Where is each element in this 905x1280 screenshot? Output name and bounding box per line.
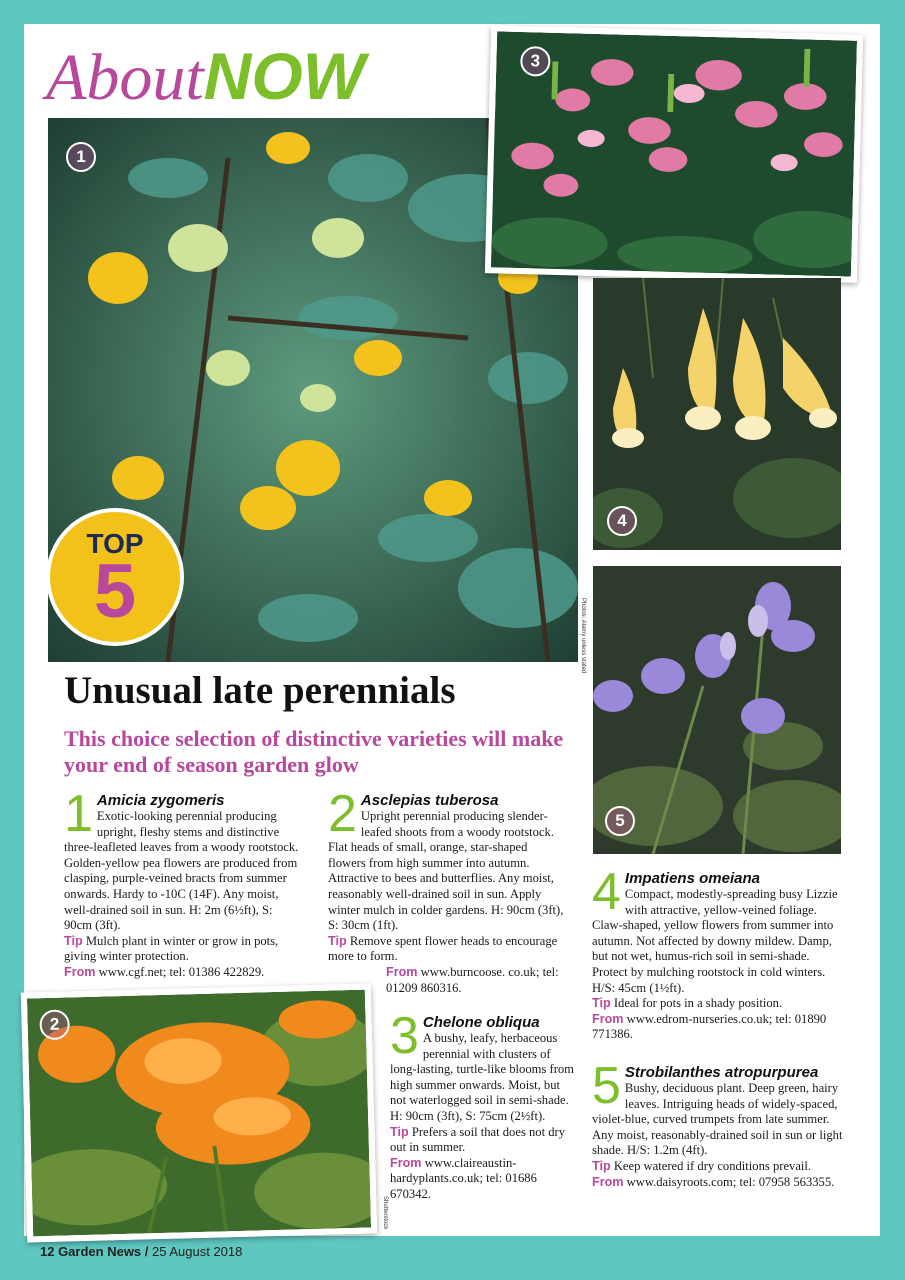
photo-number-3: 3 <box>520 46 551 77</box>
entry-4 <box>592 863 844 1043</box>
masthead <box>46 40 365 114</box>
entry-body: Exotic-looking perennial producing upright, fleshy stems and distinctive three-leafleted leaves from a woody rootstock. Golden-yellow pea flowers are produced from clasping, purple-veined bracts from summer onwards. Hardy to -10C (14F). Any moist, well-drained soil in sun. H: 2m (6½ft), S: 90cm (3ft). <box>64 809 299 933</box>
entry-from: www.edrom-nurseries.co.uk; tel: 01890 771386. <box>592 1011 827 1042</box>
entry-body: Compact, modestly-spreading busy Lizzie with attractive, yellow-veined foliage. Claw-shaped, yellow flowers from summer into autumn. Not affected by downy mildew. Damp, but not wet, humus-rich soil in semi-shade. Protect by mulching rootstock in cold winters. H/S: 45cm (1½ft). <box>592 887 838 995</box>
standfirst: This choice selection of distinctive varieties will make your end of season garden glow <box>64 726 564 777</box>
entry-name: Asclepias tuberosa <box>360 792 499 809</box>
entry-tip: Prefers a soil that does not dry out in summer. <box>390 1124 566 1155</box>
entry-name: Chelone obliqua <box>422 1014 540 1031</box>
entry-body: Bushy, deciduous plant. Deep green, hairy leaves. Intriguing heads of widely-spaced, violet-blue, curved trumpets from late summer. Any moist, reasonably-drained soil in sun or light shade. H/S: 1.2m (4ft). <box>592 1081 843 1158</box>
tip-label: Tip <box>328 933 347 948</box>
tip-label: Tip <box>64 933 83 948</box>
tip-label: Tip <box>390 1124 409 1139</box>
tip-label: Tip <box>592 1158 611 1173</box>
entry-3 <box>390 1007 576 1203</box>
entry-1 <box>64 785 300 981</box>
footer <box>40 1244 242 1259</box>
photo-credit-butterfly: Shutterstock <box>382 1196 388 1230</box>
entry-number: 4 <box>592 863 621 921</box>
entry-from: www.burncoose. co.uk; tel: 01209 860316. <box>386 964 559 995</box>
photo-number-1: 1 <box>66 142 96 172</box>
entry-tip: Keep watered if dry conditions prevail. <box>613 1158 812 1173</box>
from-label: From <box>64 964 96 979</box>
from-label: From <box>386 964 418 979</box>
photo-number-5: 5 <box>605 806 635 836</box>
photo-strobilanthes <box>593 566 841 854</box>
top5-label: TOP <box>86 528 144 559</box>
entry-tip: Remove spent flower heads to encourage more to form. <box>328 933 558 964</box>
masthead-now: NOW <box>203 39 365 113</box>
entry-name: Strobilanthes atropurpurea <box>624 1064 819 1081</box>
entry-number: 3 <box>390 1007 419 1065</box>
entry-number: 1 <box>64 785 93 843</box>
photo-number-2: 2 <box>39 1009 70 1040</box>
photo-impatiens <box>593 278 841 550</box>
from-label: From <box>390 1155 422 1170</box>
entry-tip: Mulch plant in winter or grow in pots, giving winter protection. <box>64 933 279 964</box>
entry-name: Amicia zygomeris <box>96 792 225 809</box>
top5-number: 5 <box>93 549 137 634</box>
from-label: From <box>592 1011 624 1026</box>
entry-from: www.claireaustin-hardyplants.co.uk; tel: 01686 670342. <box>390 1155 537 1201</box>
footer-brand: 12 Garden News / <box>40 1244 149 1259</box>
entry-tip: Ideal for pots in a shady position. <box>613 996 783 1011</box>
masthead-about: About <box>46 41 204 114</box>
entry-body: A bushy, leafy, herbaceous perennial with clusters of long-lasting, turtle-like blooms from high summer onwards. Moist, but not waterlogged soil in semi-shade. H: 90cm (3ft), S: 75cm (2½ft). <box>390 1031 574 1123</box>
photo-chelone <box>485 25 863 283</box>
photo-asclepias <box>21 983 377 1242</box>
entry-from: www.daisyroots.com; tel: 07958 563355. <box>626 1174 835 1189</box>
tip-label: Tip <box>592 996 611 1011</box>
entry-name: Impatiens omeiana <box>624 870 760 887</box>
headline: Unusual late perennials <box>64 669 456 712</box>
photo-number-4: 4 <box>607 506 637 536</box>
entry-body: Upright perennial producing slender-leafed shoots from a woody rootstock. Flat heads of small, orange, star-shaped flowers from high summer into autumn. Attractive to bees and butterflies. Any moist, reasonably well-drained soil in sun. Apply winter mulch in colder gardens. H: 90cm (3ft), S: 30cm (1ft). <box>328 809 564 933</box>
entry-from: www.cgf.net; tel: 01386 422829. <box>98 964 265 979</box>
from-label: From <box>592 1174 624 1189</box>
entry-2 <box>328 785 566 996</box>
top5-badge <box>46 508 184 646</box>
footer-date: 25 August 2018 <box>152 1244 243 1259</box>
entry-5 <box>592 1057 844 1190</box>
photo-credit: Photos: Alamy unless stated <box>580 598 586 674</box>
entry-number: 5 <box>592 1057 621 1115</box>
entry-number: 2 <box>328 785 357 843</box>
